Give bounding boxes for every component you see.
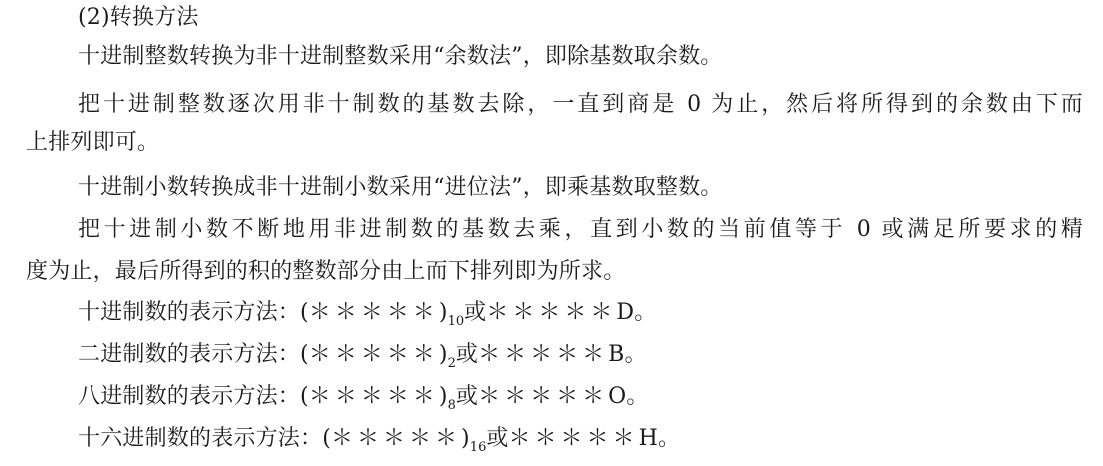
- notation-stars-alt: ＊＊＊＊＊: [508, 426, 639, 451]
- notation-close: ): [438, 342, 448, 367]
- paragraph-multiplication-line1: 把十进制小数不断地用非进制数的基数去乘，直到小数的当前值等于 0 或满足所要求的精: [78, 217, 1083, 242]
- notation-stars: ＊＊＊＊＊: [308, 300, 439, 325]
- notation-suffix: B。: [608, 342, 647, 367]
- notation-decimal: [78, 297, 656, 332]
- notation-stars: ＊＊＊＊＊: [308, 384, 439, 409]
- notation-stars: ＊＊＊＊＊: [330, 426, 461, 451]
- notation-close: ): [438, 384, 448, 409]
- paragraph-remainder-method: 十进制整数转换为非十进制整数采用“余数法”，即除基数取余数。: [78, 44, 723, 69]
- notation-stars-alt: ＊＊＊＊＊: [478, 342, 609, 367]
- paragraph-division-line1: 把十进制整数逐次用非十制数的基数去除，一直到商是 0 为止，然后将所得到的余数由下而: [78, 92, 1083, 117]
- section-heading: (2)转换方法: [78, 5, 199, 30]
- notation-suffix: D。: [616, 300, 657, 325]
- notation-close: ): [438, 300, 448, 325]
- notation-base: 8: [447, 398, 456, 413]
- notation-stars-alt: ＊＊＊＊＊: [478, 384, 609, 409]
- notation-binary: [78, 339, 647, 374]
- notation-hexadecimal: [78, 423, 680, 458]
- notation-or: 或: [455, 342, 479, 367]
- notation-stars-alt: ＊＊＊＊＊: [486, 300, 617, 325]
- notation-base: 2: [447, 356, 456, 371]
- notation-close: ): [461, 426, 470, 451]
- notation-suffix: H。: [638, 426, 681, 451]
- notation-label: 十进制数的表示方法：(: [78, 300, 309, 325]
- notation-or: 或: [455, 384, 479, 409]
- notation-label: 八进制数的表示方法：(: [78, 384, 309, 409]
- notation-label: 二进制数的表示方法：(: [78, 342, 309, 367]
- paragraph-carry-method: 十进制小数转换成非十进制小数采用“进位法”，即乘基数取整数。: [78, 175, 723, 200]
- notation-base: 16: [469, 440, 487, 455]
- notation-or: 或: [464, 300, 487, 325]
- notation-label: 十六进制数的表示方法：(: [78, 426, 331, 451]
- notation-or: 或: [486, 426, 509, 451]
- notation-stars: ＊＊＊＊＊: [308, 342, 439, 367]
- paragraph-multiplication-line2: 度为止，最后所得到的积的整数部分由上而下排列即为所求。: [26, 259, 626, 284]
- notation-octal: [78, 381, 649, 416]
- paragraph-division-line2: 上排列即可。: [26, 130, 160, 155]
- notation-suffix: O。: [608, 384, 649, 409]
- notation-base: 10: [447, 314, 465, 329]
